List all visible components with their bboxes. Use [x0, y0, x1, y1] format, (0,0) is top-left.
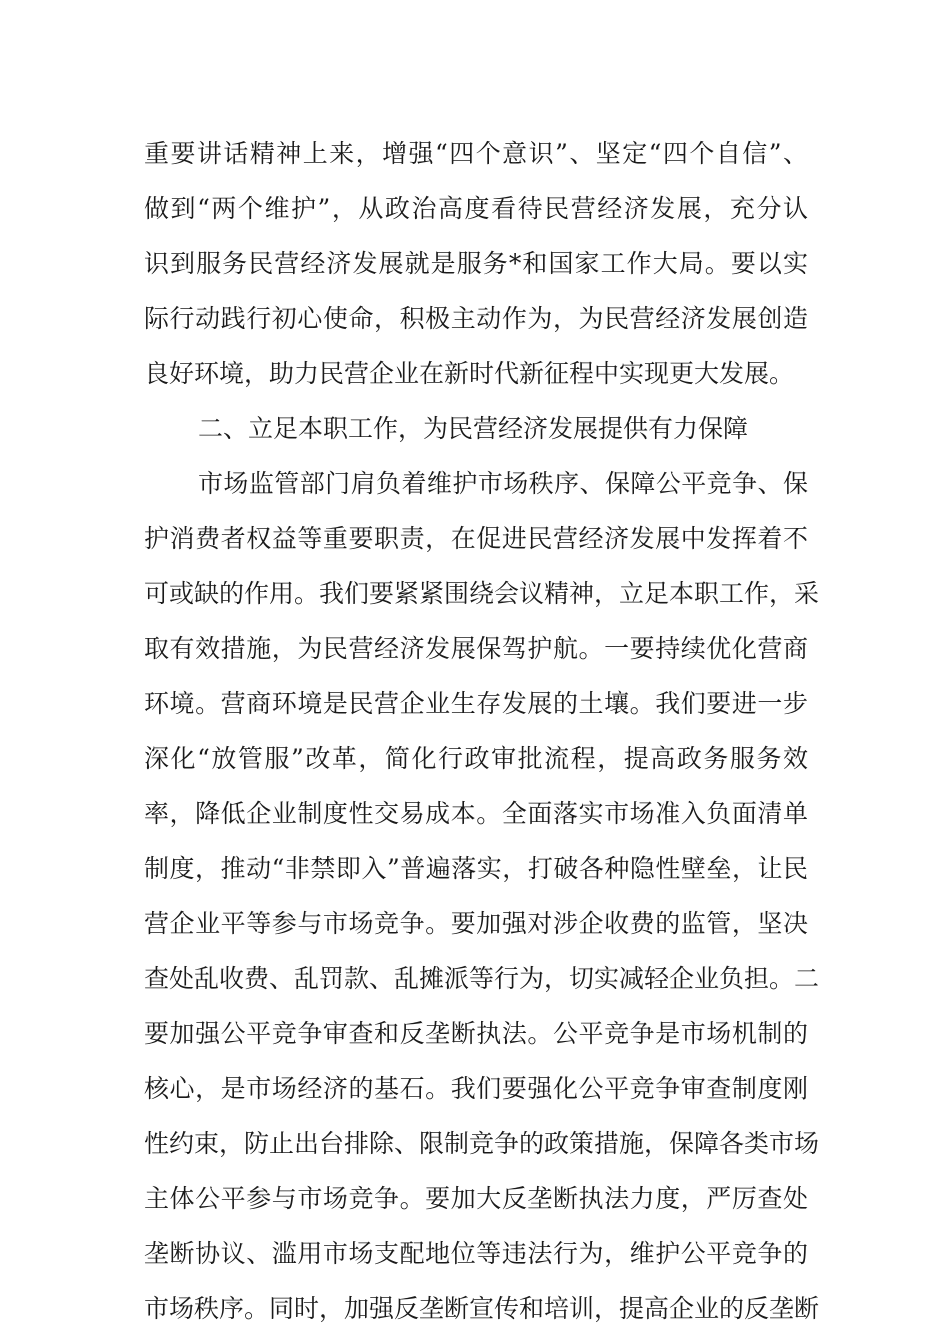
text-line: 深化“放管服”改革，简化行政审批流程，提高政务服务效 [144, 744, 808, 773]
text-line: 护消费者权益等重要职责，在促进民营经济发展中发挥着不 [144, 524, 808, 553]
text-line: 做到“两个维护”，从政治高度看待民营经济发展，充分认 [144, 194, 808, 223]
text-line: 市场秩序。同时，加强反垄断宣传和培训，提高企业的反垄断 [144, 1294, 820, 1323]
text-line: 取有效措施，为民营经济发展保驾护航。一要持续优化营商 [144, 634, 808, 663]
text-line: 要加强公平竞争审查和反垄断执法。公平竞争是市场机制的 [144, 1019, 808, 1048]
text-line: 查处乱收费、乱罚款、乱摊派等行为，切实减轻企业负担。二 [144, 964, 820, 993]
text-line: 识到服务民营经济发展就是服务*和国家工作大局。要以实 [144, 249, 808, 278]
text-line: 重要讲话精神上来，增强“四个意识”、坚定“四个自信”、 [144, 139, 808, 168]
text-line: 垄断协议、滥用市场支配地位等违法行为，维护公平竞争的 [144, 1239, 808, 1268]
text-line: 可或缺的作用。我们要紧紧围绕会议精神，立足本职工作，采 [144, 579, 820, 608]
text-line: 环境。营商环境是民营企业生存发展的土壤。我们要进一步 [144, 689, 808, 718]
text-line: 率，降低企业制度性交易成本。全面落实市场准入负面清单 [144, 799, 808, 828]
text-line: 际行动践行初心使命，积极主动作为，为民营经济发展创造 [144, 304, 808, 333]
text-line: 核心，是市场经济的基石。我们要强化公平竞争审查制度刚 [144, 1074, 808, 1103]
text-line: 良好环境，助力民营企业在新时代新征程中实现更大发展。 [144, 359, 795, 388]
text-line: 主体公平参与市场竞争。要加大反垄断执法力度，严厉查处 [144, 1184, 808, 1213]
document-body [144, 126, 820, 1336]
text-line: 性约束，防止出台排除、限制竞争的政策措施，保障各类市场 [144, 1129, 820, 1158]
text-line: 市场监管部门肩负着维护市场秩序、保障公平竞争、保 [198, 469, 808, 498]
text-line: 制度，推动“非禁即入”普遍落实，打破各种隐性壁垒，让民 [144, 854, 808, 883]
text-line: 营企业平等参与市场竞争。要加强对涉企收费的监管，坚决 [144, 909, 808, 938]
section-heading: 二、立足本职工作，为民营经济发展提供有力保障 [198, 414, 749, 443]
